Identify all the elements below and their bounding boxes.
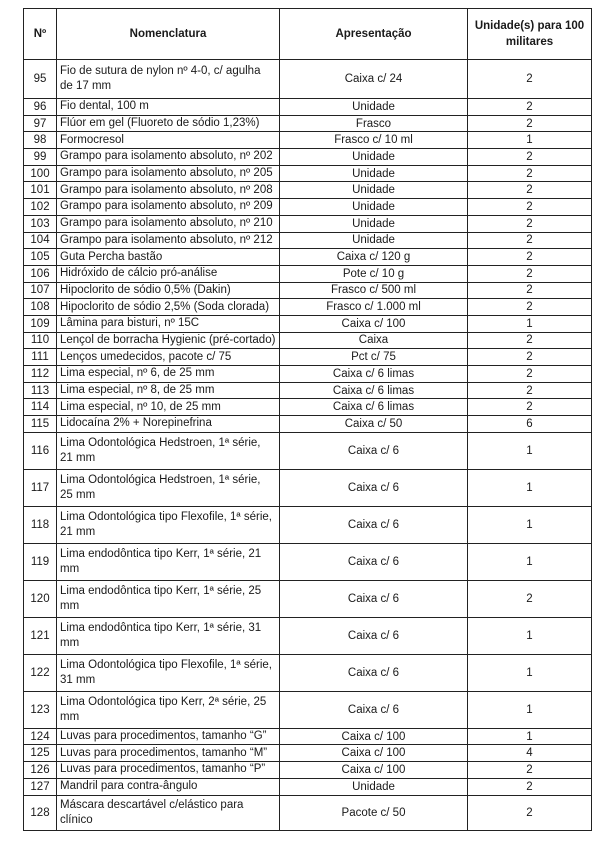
- table-body: [24, 60, 592, 831]
- cell-units: 1: [468, 132, 592, 149]
- cell-number: 96: [24, 99, 57, 116]
- cell-number: 99: [24, 149, 57, 166]
- cell-number: 116: [24, 432, 57, 469]
- cell-units: 1: [468, 691, 592, 728]
- cell-presentation: Caixa c/ 100: [280, 762, 468, 779]
- cell-units: 2: [468, 265, 592, 282]
- items-table: [23, 8, 592, 831]
- cell-nomenclature: Luvas para procedimentos, tamanho “M”: [57, 745, 280, 762]
- cell-number: 128: [24, 795, 57, 830]
- header-number: Nº: [24, 9, 57, 60]
- cell-units: 2: [468, 99, 592, 116]
- cell-nomenclature: Lidocaína 2% + Norepinefrina: [57, 416, 280, 433]
- cell-nomenclature: Grampo para isolamento absoluto, nº 208: [57, 182, 280, 199]
- table-row: [24, 399, 592, 416]
- cell-presentation: Frasco c/ 1.000 ml: [280, 299, 468, 316]
- cell-nomenclature: Lima Odontológica Hedstroen, 1ª série, 21 mm: [57, 432, 280, 469]
- cell-number: 123: [24, 691, 57, 728]
- table-row: [24, 132, 592, 149]
- cell-number: 95: [24, 60, 57, 99]
- cell-nomenclature: Lima Odontológica tipo Flexofile, 1ª série, 31 mm: [57, 654, 280, 691]
- cell-units: 2: [468, 182, 592, 199]
- table-row: [24, 249, 592, 266]
- cell-number: 110: [24, 332, 57, 349]
- cell-number: 109: [24, 315, 57, 332]
- table-row: [24, 115, 592, 132]
- cell-units: 2: [468, 199, 592, 216]
- cell-number: 98: [24, 132, 57, 149]
- cell-presentation: Frasco c/ 500 ml: [280, 282, 468, 299]
- cell-presentation: Caixa c/ 100: [280, 728, 468, 745]
- cell-units: 2: [468, 299, 592, 316]
- cell-nomenclature: Grampo para isolamento absoluto, nº 205: [57, 165, 280, 182]
- cell-units: 6: [468, 416, 592, 433]
- table-row: [24, 299, 592, 316]
- cell-presentation: Unidade: [280, 215, 468, 232]
- cell-nomenclature: Grampo para isolamento absoluto, nº 209: [57, 199, 280, 216]
- cell-units: 1: [468, 617, 592, 654]
- table-row: [24, 349, 592, 366]
- cell-nomenclature: Grampo para isolamento absoluto, nº 202: [57, 149, 280, 166]
- cell-units: 1: [468, 728, 592, 745]
- table-row: [24, 745, 592, 762]
- table-row: [24, 654, 592, 691]
- cell-presentation: Caixa c/ 6: [280, 469, 468, 506]
- cell-number: 125: [24, 745, 57, 762]
- cell-presentation: Caixa: [280, 332, 468, 349]
- table-row: [24, 382, 592, 399]
- cell-presentation: Unidade: [280, 149, 468, 166]
- table-row: [24, 469, 592, 506]
- table-row: [24, 543, 592, 580]
- cell-number: 103: [24, 215, 57, 232]
- cell-nomenclature: Lima especial, nº 8, de 25 mm: [57, 382, 280, 399]
- cell-units: 2: [468, 580, 592, 617]
- cell-number: 114: [24, 399, 57, 416]
- cell-number: 111: [24, 349, 57, 366]
- cell-presentation: Caixa c/ 100: [280, 315, 468, 332]
- cell-number: 97: [24, 115, 57, 132]
- cell-units: 2: [468, 399, 592, 416]
- table-row: [24, 199, 592, 216]
- cell-presentation: Caixa c/ 6: [280, 654, 468, 691]
- cell-nomenclature: Luvas para procedimentos, tamanho “G”: [57, 728, 280, 745]
- cell-nomenclature: Hipoclorito de sódio 2,5% (Soda clorada): [57, 299, 280, 316]
- cell-units: 2: [468, 149, 592, 166]
- cell-number: 102: [24, 199, 57, 216]
- table-row: [24, 282, 592, 299]
- cell-units: 1: [468, 543, 592, 580]
- cell-units: 4: [468, 745, 592, 762]
- cell-presentation: Caixa c/ 120 g: [280, 249, 468, 266]
- cell-nomenclature: Formocresol: [57, 132, 280, 149]
- cell-nomenclature: Máscara descartável c/elástico para clínico: [57, 795, 280, 830]
- table-row: [24, 691, 592, 728]
- cell-presentation: Caixa c/ 6 limas: [280, 366, 468, 383]
- cell-number: 118: [24, 506, 57, 543]
- cell-units: 2: [468, 115, 592, 132]
- cell-number: 120: [24, 580, 57, 617]
- table-row: [24, 332, 592, 349]
- cell-nomenclature: Lima endodôntica tipo Kerr, 1ª série, 31 mm: [57, 617, 280, 654]
- cell-nomenclature: Lençol de borracha Hygienic (pré-cortado): [57, 332, 280, 349]
- cell-units: 1: [468, 315, 592, 332]
- cell-number: 117: [24, 469, 57, 506]
- cell-number: 115: [24, 416, 57, 433]
- cell-presentation: Caixa c/ 6: [280, 580, 468, 617]
- cell-presentation: Pote c/ 10 g: [280, 265, 468, 282]
- cell-units: 2: [468, 366, 592, 383]
- header-units: Unidade(s) para 100 militares: [468, 9, 592, 60]
- table-row: [24, 416, 592, 433]
- cell-presentation: Unidade: [280, 232, 468, 249]
- cell-presentation: Caixa c/ 6: [280, 506, 468, 543]
- cell-presentation: Unidade: [280, 199, 468, 216]
- table-row: [24, 366, 592, 383]
- cell-units: 2: [468, 282, 592, 299]
- table-row: [24, 215, 592, 232]
- cell-nomenclature: Lenços umedecidos, pacote c/ 75: [57, 349, 280, 366]
- cell-presentation: Caixa c/ 6: [280, 543, 468, 580]
- cell-number: 108: [24, 299, 57, 316]
- cell-number: 105: [24, 249, 57, 266]
- table-row: [24, 617, 592, 654]
- cell-units: 2: [468, 332, 592, 349]
- table-row: [24, 165, 592, 182]
- cell-nomenclature: Lima especial, nº 10, de 25 mm: [57, 399, 280, 416]
- table-row: [24, 762, 592, 779]
- cell-nomenclature: Lima endodôntica tipo Kerr, 1ª série, 21 mm: [57, 543, 280, 580]
- table-row: [24, 506, 592, 543]
- cell-presentation: Caixa c/ 50: [280, 416, 468, 433]
- header-nomenclature: Nomenclatura: [57, 9, 280, 60]
- cell-units: 2: [468, 778, 592, 795]
- cell-units: 1: [468, 432, 592, 469]
- cell-nomenclature: Lima Odontológica Hedstroen, 1ª série, 25 mm: [57, 469, 280, 506]
- cell-nomenclature: Hidróxido de cálcio pró-análise: [57, 265, 280, 282]
- cell-nomenclature: Fio dental, 100 m: [57, 99, 280, 116]
- cell-presentation: Caixa c/ 6 limas: [280, 382, 468, 399]
- cell-number: 112: [24, 366, 57, 383]
- cell-presentation: Caixa c/ 6: [280, 691, 468, 728]
- cell-units: 2: [468, 762, 592, 779]
- cell-presentation: Caixa c/ 6: [280, 432, 468, 469]
- cell-number: 113: [24, 382, 57, 399]
- cell-number: 119: [24, 543, 57, 580]
- table-row: [24, 232, 592, 249]
- cell-number: 127: [24, 778, 57, 795]
- table-row: [24, 99, 592, 116]
- cell-units: 2: [468, 60, 592, 99]
- cell-presentation: Frasco c/ 10 ml: [280, 132, 468, 149]
- table-row: [24, 728, 592, 745]
- header-presentation: Apresentação: [280, 9, 468, 60]
- table-row: [24, 182, 592, 199]
- cell-nomenclature: Guta Percha bastão: [57, 249, 280, 266]
- cell-number: 107: [24, 282, 57, 299]
- cell-units: 2: [468, 232, 592, 249]
- cell-presentation: Unidade: [280, 778, 468, 795]
- cell-nomenclature: Lâmina para bisturi, nº 15C: [57, 315, 280, 332]
- table-row: [24, 149, 592, 166]
- table-row: [24, 60, 592, 99]
- cell-units: 2: [468, 249, 592, 266]
- cell-presentation: Unidade: [280, 165, 468, 182]
- cell-nomenclature: Hipoclorito de sódio 0,5% (Dakin): [57, 282, 280, 299]
- cell-units: 1: [468, 469, 592, 506]
- cell-presentation: Caixa c/ 6: [280, 617, 468, 654]
- cell-presentation: Frasco: [280, 115, 468, 132]
- cell-nomenclature: Grampo para isolamento absoluto, nº 212: [57, 232, 280, 249]
- cell-presentation: Pacote c/ 50: [280, 795, 468, 830]
- cell-nomenclature: Luvas para procedimentos, tamanho “P”: [57, 762, 280, 779]
- cell-nomenclature: Flúor em gel (Fluoreto de sódio 1,23%): [57, 115, 280, 132]
- cell-units: 2: [468, 349, 592, 366]
- cell-number: 126: [24, 762, 57, 779]
- cell-number: 101: [24, 182, 57, 199]
- cell-nomenclature: Lima Odontológica tipo Flexofile, 1ª série, 21 mm: [57, 506, 280, 543]
- cell-nomenclature: Fio de sutura de nylon nº 4-0, c/ agulha de 17 mm: [57, 60, 280, 99]
- cell-units: 2: [468, 382, 592, 399]
- cell-nomenclature: Lima especial, nº 6, de 25 mm: [57, 366, 280, 383]
- cell-units: 2: [468, 795, 592, 830]
- cell-presentation: Pct c/ 75: [280, 349, 468, 366]
- cell-units: 1: [468, 654, 592, 691]
- cell-nomenclature: Grampo para isolamento absoluto, nº 210: [57, 215, 280, 232]
- cell-nomenclature: Mandril para contra-ângulo: [57, 778, 280, 795]
- cell-number: 122: [24, 654, 57, 691]
- cell-presentation: Caixa c/ 24: [280, 60, 468, 99]
- table-header-row: [24, 9, 592, 60]
- cell-units: 1: [468, 506, 592, 543]
- cell-number: 121: [24, 617, 57, 654]
- cell-units: 2: [468, 215, 592, 232]
- table-row: [24, 315, 592, 332]
- table-row: [24, 795, 592, 830]
- table-row: [24, 265, 592, 282]
- cell-presentation: Caixa c/ 6 limas: [280, 399, 468, 416]
- table-row: [24, 778, 592, 795]
- cell-number: 100: [24, 165, 57, 182]
- cell-number: 104: [24, 232, 57, 249]
- cell-nomenclature: Lima Odontológica tipo Kerr, 2ª série, 25 mm: [57, 691, 280, 728]
- cell-number: 124: [24, 728, 57, 745]
- cell-units: 2: [468, 165, 592, 182]
- table-row: [24, 580, 592, 617]
- cell-number: 106: [24, 265, 57, 282]
- table-row: [24, 432, 592, 469]
- cell-nomenclature: Lima endodôntica tipo Kerr, 1ª série, 25 mm: [57, 580, 280, 617]
- cell-presentation: Unidade: [280, 182, 468, 199]
- cell-presentation: Unidade: [280, 99, 468, 116]
- cell-presentation: Caixa c/ 100: [280, 745, 468, 762]
